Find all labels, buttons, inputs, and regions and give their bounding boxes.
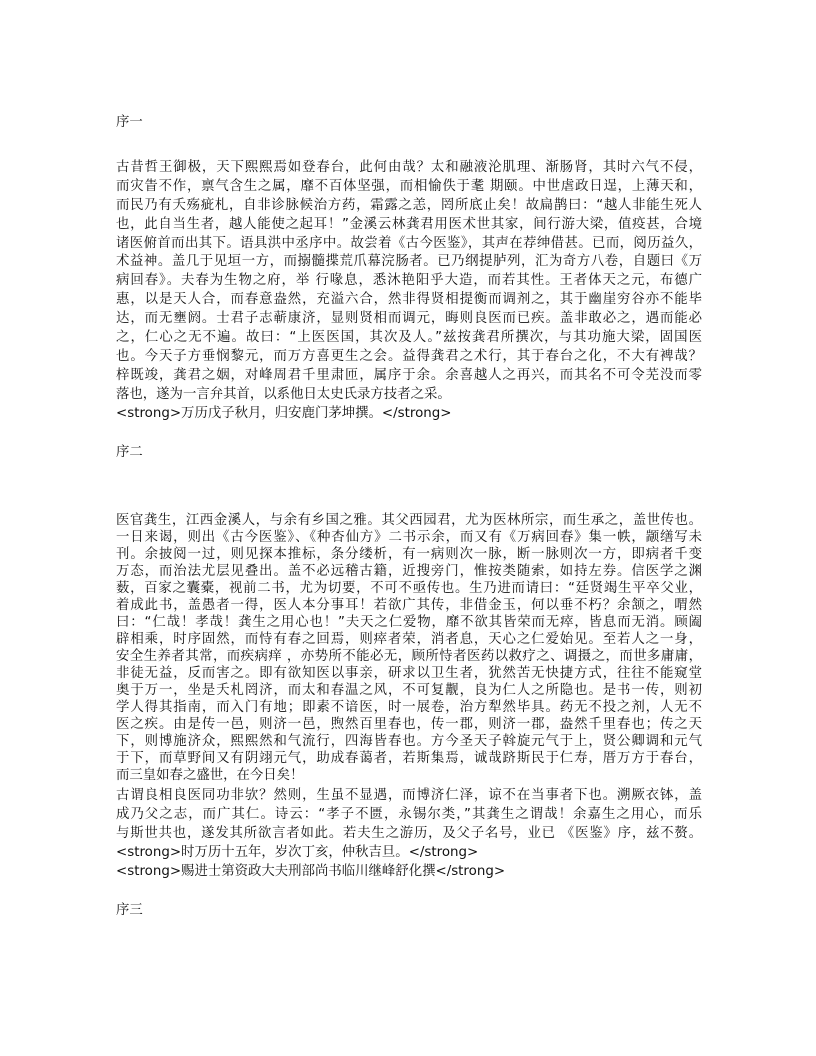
text-line: 安全生养者其常，而疾病痒 ，亦势所不能必无，顾所恃者医药以救疗之、调摄之，而世多庸庸，: [116, 649, 702, 664]
text-line: 与斯世共也，遂发其所欲言者如此。若夫生之游历，及父子名号，业已 《医鉴》序，兹不赘。: [116, 826, 702, 841]
text-line: 术益神。盖几于见垣一方，而搦髓揲荒爪幕浣肠者。已乃纲提胪列，汇为奇方八卷，自题曰《万: [116, 254, 702, 270]
text-line: 刊。余披阅一过，则见探本推标，条分缕析，有一病则次一脉，断一脉则次一方，即病者千变: [116, 547, 702, 562]
text-line: 达，而无壅阏。士君子志蕲康济，显则贤相而调元，晦则良医而已疾。盖非敢必之，遇而能必: [116, 311, 702, 327]
signature-line: <strong>时万历十五年，岁次丁亥，仲秋吉旦。</strong>: [116, 845, 479, 860]
text-line: 万态，而治法尤层见叠出。盖不必远稽古籍，近搜旁门，惟按类随索，如持左券。信医学之渊: [116, 564, 702, 579]
text-line: 古谓良相良医同功非欤？然则，生虽不显遇，而博济仁泽，谅不在当事者下也。溯厥衣钵，盖: [116, 788, 702, 803]
text-line: 成乃父之志，而广其仁。诗云：“孝子不匮，永锡尔类，”其龚生之谓哉！余嘉生之用心，而乐: [116, 807, 702, 822]
text-line: 医官龚生，江西金溪人，与余有乡国之雅。其父西园君，尤为医林所宗，而生承之，盖世传也。: [116, 513, 702, 528]
text-line: 惠，以是天人合，而春意盎然，充溢六合，然非得贤相提衡而调剂之，其于幽崖穷谷亦不能毕: [116, 292, 702, 308]
text-line: 于下，而草野间又有阴翊元气，助成春蔼者，若斯集焉，诚哉跻斯民于仁寿，厝万方于春台，: [116, 751, 702, 766]
text-line: 非徒无益，反而害之。即有欲知医以事亲，研求以卫生者，犹然苦无快捷方式，往往不能窥堂: [116, 666, 702, 681]
text-line: 医之疾。由是传一邑，则济一邑，煦然百里春也，传一郡，则济一郡，盎然千里春也；传之天: [116, 717, 702, 732]
preface-2-body: [116, 512, 702, 784]
preface-3-title: 序三: [116, 903, 143, 918]
preface-2-title: 序二: [116, 445, 143, 460]
text-line: 薮，百家之囊橐，视前二书，尤为切要，不可不亟传也。生乃进而请曰：“廷贤竭生平卒父业，: [116, 581, 702, 596]
text-line: 也。今天子方垂悯黎元，而万方喜更生之会。益得龚君之术行，其于春台之化，不大有裨哉？: [116, 348, 702, 364]
text-line: 一日来谒，则出《古今医鉴》、《种杏仙方》二书示余，而又有《万病回春》集一帙，颛缮写未: [116, 530, 702, 545]
text-line: 下，则博施济众，熙熙然和气流行，四海皆春也。方今圣天子斡旋元气于上，贤公卿调和元气: [116, 734, 702, 749]
preface-1-title: 序一: [116, 115, 143, 130]
text-line: 而灾眚不作，禀气含生之属，靡不百体坚强，而相愉佚于耄 期颐。中世虐政日逞，上薄天和，: [116, 178, 702, 194]
text-line: 诸医俯首而出其下。语具洪中丞序中。故尝着《古今医鉴》，其声在荐绅借甚。已而，阅历益久，: [116, 235, 702, 251]
text-line: 病回春》。夫春为生物之府，举 行喙息，悉沐艳阳乎大造，而若其性。王者体天之元，布德广: [116, 273, 702, 289]
preface-1-body: [116, 159, 702, 423]
text-line: 辟相乘，时序固然，而恃有春之回焉，则瘁者荣，消者息，天心之仁爱始见。至若人之一身，: [116, 632, 702, 647]
signature-line: <strong>赐进士第资政大夫刑部尚书临川继峰舒化撰</strong>: [116, 864, 506, 879]
text-line: 也，此自当生者，越人能使之起耳！”金溪云林龚君用医术世其家，间行游大梁，值疫甚，合境: [116, 216, 702, 232]
text-line: 而三皇如春之盛世，在今日矣！: [116, 768, 304, 783]
text-line: 曰：“仁哉！孝哉！龚生之用心也！”夫天之仁爱物，靡不欲其皆荣而无瘁，皆息而无消。顾阖: [116, 615, 702, 630]
text-line: 落也，遂为一言弁其首，以系他日太史氏录方技者之采。: [116, 386, 451, 402]
text-line: 而民乃有夭殇疵札，自非诊脉候治方药，霜露之恙，罔所底止矣！故扁鹊曰：“越人非能生死人: [116, 197, 702, 213]
text-line: 学人得其指南，而入门有地；即素不谙医，时一展卷，治方犁然毕具。药无不投之剂，人无不: [116, 700, 702, 715]
text-line: 奥于万一，坐是夭札罔济，而太和春温之风，不可复觏，良为仁人之所隐也。是书一传，则初: [116, 683, 702, 698]
preface-2-closing: [116, 786, 702, 881]
signature-line: <strong>万历戊子秋月，归安鹿门茅坤撰。</strong>: [116, 405, 452, 421]
text-line: 着成此书，盖愚者一得，医人本分事耳！若欲广其传，非借金玉，何以垂不朽？余颔之，喟然: [116, 598, 702, 613]
text-line: 梓既竣，龚君之姻，对峰周君千里肃匝，属序于余。余喜越人之再兴，而其名不可令芜没而零: [116, 367, 702, 383]
text-line: 古昔哲王御极，天下熙熙焉如登春台，此何由哉？太和融液沦肌理、渐肠肾，其时六气不侵，: [116, 160, 702, 175]
text-line: 之，仁心之无不遍。故曰：“上医医国，其次及人。”兹按龚君所撰次，与其功施大梁，固国医: [116, 330, 702, 346]
